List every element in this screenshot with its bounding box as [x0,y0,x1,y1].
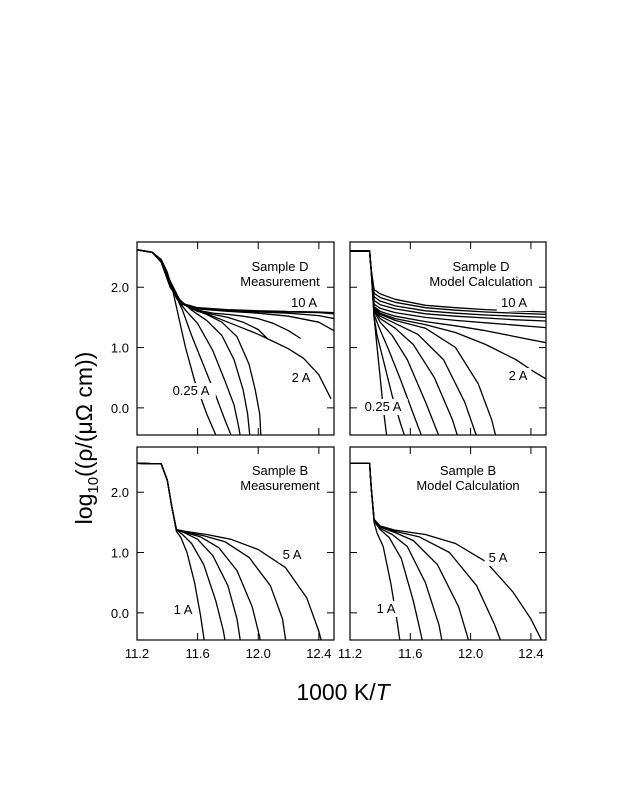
y-axis-label-rest: ((ρ/(μΩ cm)) [71,351,97,477]
panel-title: Sample D [251,259,309,274]
x-tick-label: 12.0 [457,646,484,661]
panel-top-left [111,242,334,444]
panel-title: Sample B [439,463,497,478]
current-label: 10 A [500,295,528,310]
y-axis-label-subscript: 10 [85,476,102,494]
x-tick-label: 12.4 [518,646,544,661]
y-axis-label [71,352,102,525]
current-label: 1 A [173,602,193,617]
panel-bottom-left [111,447,334,661]
y-tick-label: 2.0 [110,280,129,296]
series-line-2 [350,251,412,444]
panel-subtitle: Model Calculation [416,478,520,493]
current-label: 0.25 A [172,383,210,398]
series-line-1 [137,463,205,649]
current-label: 0.25 A [364,399,402,414]
series-line-4 [137,250,251,444]
panel-bottom-right [338,447,546,661]
current-label: 5 A [488,550,508,565]
current-label: 2 A [508,368,528,383]
panel-subtitle: Measurement [240,274,320,289]
panel-title: Sample B [251,463,309,478]
y-tick-label: 1.0 [110,545,129,561]
x-axis-label [296,679,391,705]
series-line-4 [350,251,442,444]
current-label: 2 A [291,370,311,385]
x-tick-label: 11.6 [398,646,423,661]
y-axis-label-base: log [71,493,97,525]
x-tick-label: 12.0 [245,646,271,661]
y-tick-label: 1.0 [110,340,129,356]
x-tick-label: 11.6 [185,646,210,661]
series-line-1 [137,250,228,444]
x-tick-label: 11.2 [337,646,363,661]
panel-top-right [350,242,546,444]
x-axis-label-text: 1000 K/ [296,679,376,705]
y-tick-label: 2.0 [110,485,129,501]
panel-subtitle: Model Calculation [429,274,533,289]
panel-subtitle: Measurement [240,478,320,493]
current-label: 10 A [290,295,318,310]
y-tick-label: 0.0 [110,605,129,621]
panels-layer [111,242,546,661]
series-line-6 [137,250,267,339]
x-axis-label-variable: T [375,679,390,705]
y-tick-label: 0.0 [110,400,129,416]
current-label: 5 A [282,547,302,562]
current-label: 1 A [376,601,396,616]
series-line-3 [137,250,242,444]
x-tick-label: 11.2 [124,646,150,661]
x-tick-label: 12.4 [306,646,332,661]
series-line-1 [350,463,401,649]
series-line-2 [137,250,236,444]
panel-title: Sample D [452,259,510,274]
